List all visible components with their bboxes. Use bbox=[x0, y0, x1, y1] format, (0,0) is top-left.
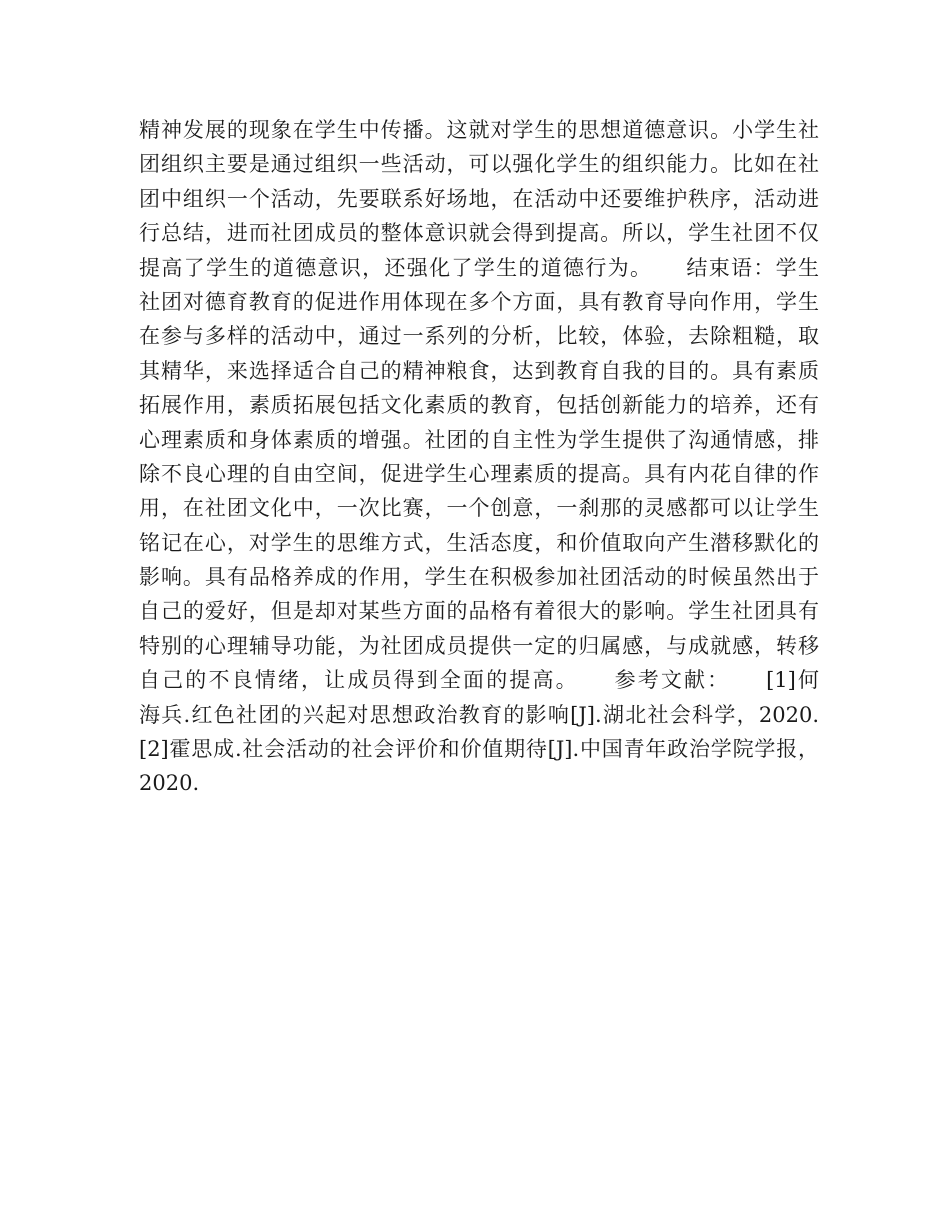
reference-line: 海兵.红色社团的兴起对思想政治教育的影响[J].湖北社会科学，2020. bbox=[139, 702, 819, 727]
reference-line: 2020. bbox=[139, 771, 200, 796]
text-line: 在参与多样的活动中，通过一系列的分析，比较，体验，去除粗糙，取 bbox=[139, 324, 819, 349]
text-line: 用，在社团文化中，一次比赛，一个创意，一刹那的灵感都可以让学生 bbox=[139, 496, 819, 521]
text-line: 提高了学生的道德意识，还强化了学生的道德行为。 结束语：学生 bbox=[139, 255, 819, 280]
text-line: 铭记在心，对学生的思维方式，生活态度，和价值取向产生潜移默化的 bbox=[139, 530, 819, 555]
text-line: 影响。具有品格养成的作用，学生在积极参加社团活动的时候虽然出于 bbox=[139, 565, 819, 590]
text-line: 拓展作用，素质拓展包括文化素质的教育，包括创新能力的培养，还有 bbox=[139, 393, 819, 418]
text-line: 团组织主要是通过组织一些活动，可以强化学生的组织能力。比如在社 bbox=[139, 152, 819, 177]
text-line: 自己的爱好，但是却对某些方面的品格有着很大的影响。学生社团具有 bbox=[139, 599, 819, 624]
text-line: 心理素质和身体素质的增强。社团的自主性为学生提供了沟通情感，排 bbox=[139, 427, 819, 452]
text-line: 特别的心理辅导功能，为社团成员提供一定的归属感，与成就感，转移 bbox=[139, 633, 819, 658]
text-line: 行总结，进而社团成员的整体意识就会得到提高。所以，学生社团不仅 bbox=[139, 221, 819, 246]
text-line: 除不良心理的自由空间，促进学生心理素质的提高。具有内花自律的作 bbox=[139, 461, 819, 486]
text-line: 精神发展的现象在学生中传播。这就对学生的思想道德意识。小学生社 bbox=[139, 118, 819, 142]
text-line: 团中组织一个活动，先要联系好场地，在活动中还要维护秩序，活动进 bbox=[139, 186, 819, 211]
reference-line: [2]霍思成.社会活动的社会评价和价值期待[J].中国青年政治学院学报， bbox=[139, 737, 819, 762]
body-text bbox=[139, 113, 819, 801]
text-line: 其精华，来选择适合自己的精神粮食，达到教育自我的目的。具有素质 bbox=[139, 358, 819, 383]
text-line: 自己的不良情绪，让成员得到全面的提高。 参考文献： [1]何 bbox=[139, 668, 819, 693]
text-line: 社团对德育教育的促进作用体现在多个方面，具有教育导向作用，学生 bbox=[139, 289, 819, 314]
